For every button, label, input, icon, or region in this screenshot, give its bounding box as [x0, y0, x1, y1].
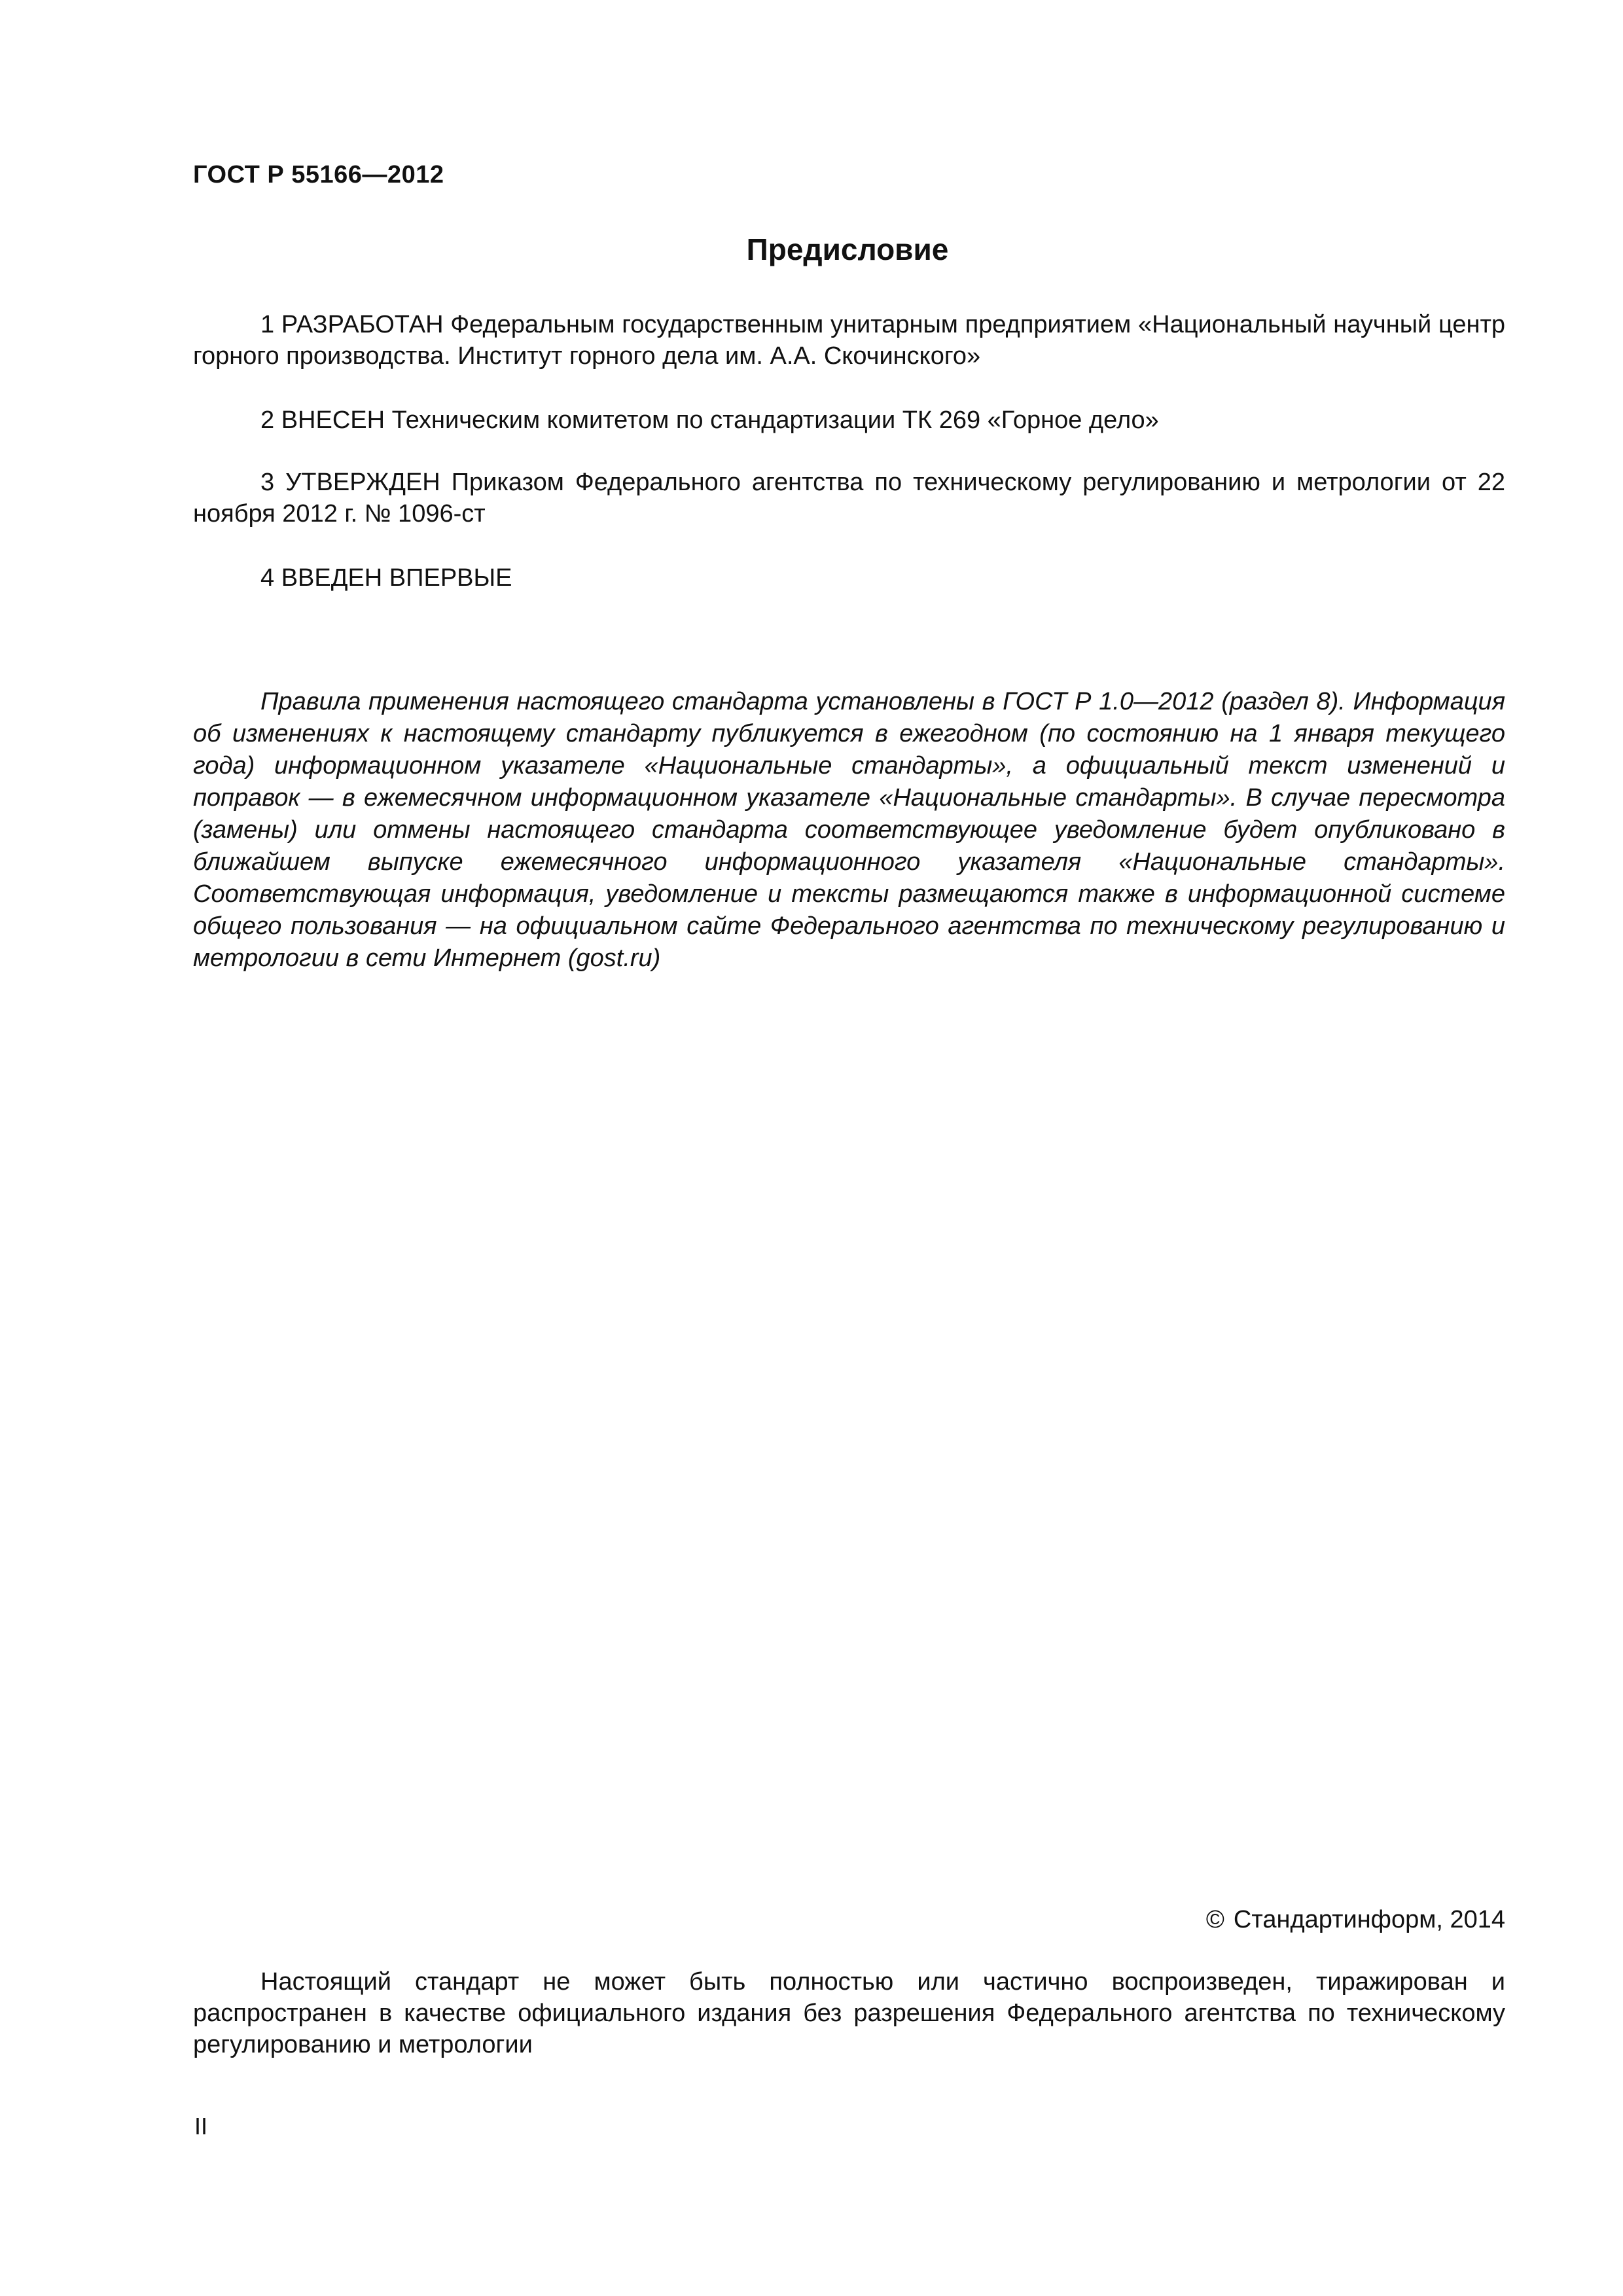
copyright-text: Стандартинформ, 2014: [1233, 1906, 1505, 1933]
copyright-icon: ©: [1205, 1906, 1224, 1933]
foreword-item-approved: 3 УТВЕРЖДЕН Приказом Федерального агентства по техническому регулированию и метрологии от 22 ноября 2012 г. № 1096-ст: [193, 469, 1505, 528]
reproduction-notice: Настоящий стандарт не может быть полностью или частично воспроизведен, тиражирован и распространен в качестве официального издания без разрешения Федерального агентства по техническому регулированию и метрологии: [193, 1968, 1505, 2058]
foreword-item-first-introduced: 4 ВВЕДЕН ВПЕРВЫЕ: [260, 564, 512, 592]
page-title: Предисловие: [746, 232, 949, 266]
copyright-line: [1206, 1906, 1505, 1934]
application-rules-notice: Правила применения настоящего стандарта установлены в ГОСТ Р 1.0—2012 (раздел 8). Информация об изменениях к настоящему стандарту публикуется в ежегодном (по состоянию на 1 января текущего года) информационном указателе «Национальные стандарты», а официальный текст изменений и поправок — в ежемесячном информационном указателе «Национальные стандарты». В случае пересмотра (замены) или отмены настоящего стандарта соответствующее уведомление будет опубликовано в ближайшем выпуске ежемесячного информационного указателя «Национальные стандарты». Соответствующая информация, уведомление и тексты размещаются также в информационной системе общего пользования — на официальном сайте Федерального агентства по техническому регулированию и метрологии в сети Интернет (gost.ru): [193, 688, 1505, 972]
foreword-item-introduced: 2 ВНЕСЕН Техническим комитетом по стандартизации ТК 269 «Горное дело»: [260, 406, 1159, 434]
document-code: ГОСТ Р 55166—2012: [193, 161, 444, 188]
foreword-item-developed: 1 РАЗРАБОТАН Федеральным государственным унитарным предприятием «Национальный научный центр горного производства. Институт горного дела им. А.А. Скочинского»: [193, 311, 1505, 370]
page-number: II: [194, 2113, 208, 2140]
